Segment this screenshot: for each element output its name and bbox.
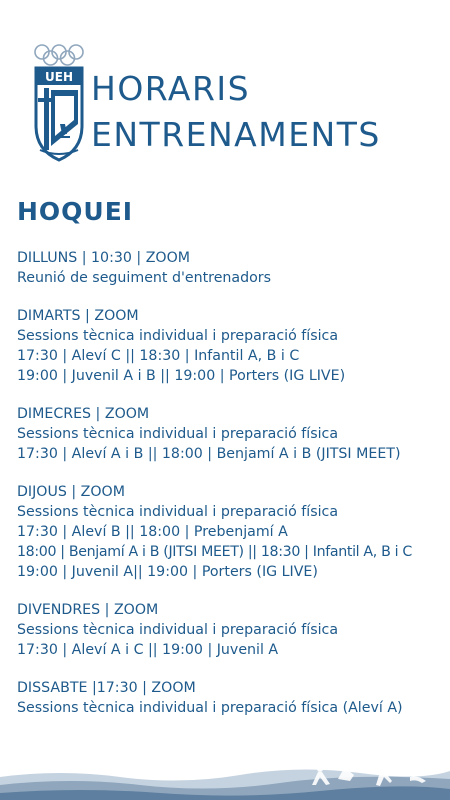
olympic-rings-icon (33, 44, 85, 66)
day-block-divendres (17, 600, 447, 660)
day-block-dilluns (17, 248, 447, 288)
page-title-line2: ENTRENAMENTS (91, 115, 381, 154)
ueh-crest-icon (34, 66, 84, 162)
day-heading: DISSABTE |17:30 | ZOOM (17, 680, 196, 696)
day-line: Sessions tècnica individual i preparació física (17, 622, 339, 638)
header (0, 0, 450, 175)
day-block-dimecres (17, 404, 447, 464)
day-line: 17:30 | Aleví C || 18:30 | Infantil A, B i C (17, 348, 300, 364)
day-heading: DIMECRES | ZOOM (17, 406, 150, 422)
day-heading: DIMARTS | ZOOM (17, 308, 139, 324)
day-line: 19:00 | Juvenil A i B || 19:00 | Porters (IG LIVE) (17, 368, 346, 384)
day-line: Sessions tècnica individual i preparació física (17, 504, 339, 520)
day-heading: DIVENDRES | ZOOM (17, 602, 159, 618)
day-line: 17:30 | Aleví A i C || 19:00 | Juvenil A (17, 642, 279, 658)
day-line: Sessions tècnica individual i preparació física (Aleví A) (17, 700, 403, 716)
day-line: 17:30 | Aleví A i B || 18:00 | Benjamí A i B (JITSI MEET) (17, 446, 401, 462)
day-line: 17:30 | Aleví B || 18:00 | Prebenjamí A (17, 524, 288, 540)
day-line: 19:00 | Juvenil A|| 19:00 | Porters (IG LIVE) (17, 564, 318, 580)
day-line: Sessions tècnica individual i preparació física (17, 426, 339, 442)
day-line: Sessions tècnica individual i preparació física (17, 328, 339, 344)
day-line: Reunió de seguiment d'entrenadors (17, 270, 272, 286)
footer-wave-banner (0, 755, 450, 800)
day-heading: DIJOUS | ZOOM (17, 484, 125, 500)
day-line: 18:00 | Benjamí A i B (JITSI MEET) || 18:30 | Infantil A, B i C (17, 544, 412, 560)
schedule-list (17, 248, 447, 736)
sport-heading: HOQUEI (17, 197, 134, 226)
page-title-line1: HORARIS (91, 69, 251, 108)
day-block-dissabte (17, 678, 447, 718)
crest-letters: UEH (45, 70, 73, 84)
day-block-dijous (17, 482, 447, 582)
day-block-dimarts (17, 306, 447, 386)
day-heading: DILLUNS | 10:30 | ZOOM (17, 250, 190, 266)
